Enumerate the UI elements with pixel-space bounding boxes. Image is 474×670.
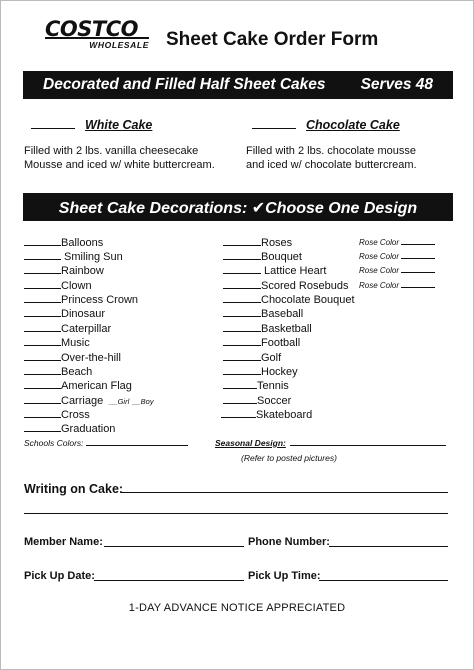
seasonal-design-note: (Refer to posted pictures) bbox=[241, 453, 337, 463]
design-option-baseball[interactable] bbox=[223, 307, 303, 321]
design-option-american-flag[interactable] bbox=[24, 379, 132, 393]
design-option-golf[interactable] bbox=[223, 351, 281, 365]
design-option-scored-rosebuds[interactable] bbox=[223, 279, 348, 293]
design-checkline[interactable] bbox=[24, 394, 61, 404]
design-checkline[interactable] bbox=[223, 394, 257, 404]
design-label: Beach bbox=[61, 366, 93, 378]
design-label: Lattice Heart bbox=[261, 265, 327, 277]
chocolate-cake-desc-line2: and iced w/ chocolate buttercream. bbox=[246, 158, 417, 171]
phone-number-label: Phone Number: bbox=[248, 536, 330, 548]
member-name-label: Member Name: bbox=[24, 536, 103, 548]
pickup-date-line[interactable] bbox=[94, 580, 244, 581]
design-option-smiling-sun[interactable] bbox=[24, 250, 123, 264]
rose-color-line[interactable] bbox=[401, 237, 435, 245]
design-option-over-the-hill[interactable] bbox=[24, 351, 121, 365]
design-checkline[interactable] bbox=[24, 279, 61, 289]
design-label: Hockey bbox=[261, 366, 298, 378]
design-checkline[interactable] bbox=[223, 336, 261, 346]
design-checkline[interactable] bbox=[223, 250, 261, 260]
member-name-line[interactable] bbox=[104, 546, 244, 547]
design-label: Chocolate Bouquet bbox=[261, 294, 355, 306]
design-checkline[interactable] bbox=[223, 379, 257, 389]
white-cake-checkline[interactable] bbox=[31, 128, 75, 129]
seasonal-design-field[interactable] bbox=[215, 438, 446, 448]
design-option-roses[interactable] bbox=[223, 236, 292, 250]
rose-color-field-bouquet[interactable] bbox=[359, 251, 435, 263]
design-label: Over-the-hill bbox=[61, 352, 121, 364]
chocolate-cake-description bbox=[246, 145, 461, 172]
design-checkline[interactable] bbox=[223, 293, 261, 303]
design-label: Dinosaur bbox=[61, 308, 106, 320]
pickup-date-label: Pick Up Date: bbox=[24, 570, 95, 582]
design-checkline[interactable] bbox=[223, 236, 261, 246]
design-checkline[interactable] bbox=[24, 307, 61, 317]
writing-on-cake-line2[interactable] bbox=[24, 513, 448, 514]
phone-number-line[interactable] bbox=[329, 546, 448, 547]
decorations-banner bbox=[23, 193, 453, 221]
design-option-bouquet[interactable] bbox=[223, 250, 302, 264]
logo-sub-text: WHOLESALE bbox=[45, 37, 149, 50]
design-label: Princess Crown bbox=[61, 294, 139, 306]
design-option-tennis[interactable] bbox=[223, 379, 289, 393]
design-option-princess-crown[interactable] bbox=[24, 293, 138, 307]
rose-color-line[interactable] bbox=[401, 265, 435, 273]
design-label: Football bbox=[261, 337, 301, 349]
rose-color-field-roses[interactable] bbox=[359, 237, 435, 249]
design-label: American Flag bbox=[61, 380, 132, 392]
design-option-soccer[interactable] bbox=[223, 394, 291, 408]
banner-serves-text: Serves 48 bbox=[360, 76, 433, 93]
chocolate-cake-label: Chocolate Cake bbox=[306, 118, 400, 132]
design-option-balloons[interactable] bbox=[24, 236, 103, 250]
design-label: Music bbox=[61, 337, 90, 349]
schools-colors-label: Schools Colors: bbox=[24, 438, 84, 448]
writing-on-cake-line1[interactable] bbox=[121, 492, 448, 493]
rose-color-line[interactable] bbox=[401, 251, 435, 259]
design-option-clown[interactable] bbox=[24, 279, 92, 293]
rose-color-line[interactable] bbox=[401, 280, 435, 288]
design-checkline[interactable] bbox=[24, 322, 61, 332]
schools-colors-field[interactable] bbox=[24, 438, 188, 448]
rose-color-field-lattice-heart[interactable] bbox=[359, 265, 435, 277]
design-checkline[interactable] bbox=[24, 408, 61, 418]
design-label: Baseball bbox=[261, 308, 304, 320]
design-label: Caterpillar bbox=[61, 323, 112, 335]
design-checkline[interactable] bbox=[223, 264, 261, 274]
design-option-skateboard[interactable] bbox=[221, 408, 312, 422]
design-label: Tennis bbox=[257, 380, 289, 392]
rose-color-label: Rose Color bbox=[359, 266, 400, 275]
design-checkline[interactable] bbox=[24, 336, 61, 346]
design-option-graduation[interactable] bbox=[24, 422, 115, 436]
design-checkline[interactable] bbox=[24, 351, 61, 361]
schools-colors-line[interactable] bbox=[86, 438, 188, 446]
design-option-music[interactable] bbox=[24, 336, 90, 350]
design-label: Golf bbox=[261, 352, 282, 364]
design-label: Graduation bbox=[61, 423, 116, 435]
design-checkline[interactable] bbox=[223, 279, 261, 289]
design-option-rainbow[interactable] bbox=[24, 264, 104, 278]
design-option-chocolate-bouquet[interactable] bbox=[223, 293, 355, 307]
pickup-time-label: Pick Up Time: bbox=[248, 570, 321, 582]
design-label: Carriage bbox=[61, 395, 104, 407]
design-label: Basketball bbox=[261, 323, 312, 335]
seasonal-design-line[interactable] bbox=[290, 438, 446, 446]
banner-cake-type-text: Decorated and Filled Half Sheet Cakes bbox=[43, 76, 326, 93]
decorations-banner-text: Sheet Cake Decorations: ✔Choose One Design bbox=[58, 200, 418, 217]
design-option-carriage[interactable] bbox=[24, 394, 154, 408]
costco-logo bbox=[45, 19, 149, 49]
rose-color-label: Rose Color bbox=[359, 281, 400, 290]
design-option-caterpillar[interactable] bbox=[24, 322, 111, 336]
design-checkline[interactable] bbox=[24, 365, 61, 375]
design-option-basketball[interactable] bbox=[223, 322, 312, 336]
advance-notice: 1-DAY ADVANCE NOTICE APPRECIATED bbox=[128, 602, 346, 614]
design-checkline[interactable] bbox=[24, 293, 61, 303]
design-label: Scored Rosebuds bbox=[261, 280, 349, 292]
cake-type-banner bbox=[23, 71, 453, 99]
design-checkline[interactable] bbox=[24, 422, 61, 432]
design-label: Soccer bbox=[257, 395, 292, 407]
white-cake-label: White Cake bbox=[85, 118, 153, 132]
white-cake-description bbox=[24, 145, 239, 172]
pickup-time-line[interactable] bbox=[319, 580, 448, 581]
design-checkline[interactable] bbox=[223, 307, 261, 317]
design-checkline[interactable] bbox=[24, 250, 61, 260]
design-label: Cross bbox=[61, 409, 90, 421]
design-checkline[interactable] bbox=[223, 351, 261, 361]
design-option-cross[interactable] bbox=[24, 408, 90, 422]
design-option-beach[interactable] bbox=[24, 365, 92, 379]
design-label: Clown bbox=[61, 280, 92, 292]
design-label: Smiling Sun bbox=[61, 251, 123, 263]
design-option-lattice-heart[interactable] bbox=[223, 264, 326, 278]
seasonal-design-label: Seasonal Design: bbox=[215, 438, 286, 448]
design-option-hockey[interactable] bbox=[223, 365, 298, 379]
design-checkline[interactable] bbox=[223, 365, 261, 375]
design-option-dinosaur[interactable] bbox=[24, 307, 105, 321]
logo-main-text: COSTCO bbox=[45, 17, 138, 41]
chocolate-cake-option[interactable] bbox=[252, 118, 400, 132]
design-checkline[interactable] bbox=[24, 236, 61, 246]
writing-on-cake-label: Writing on Cake: bbox=[24, 482, 124, 496]
rose-color-label: Rose Color bbox=[359, 238, 400, 247]
rose-color-field-scored-rosebuds[interactable] bbox=[359, 280, 435, 292]
design-label: Roses bbox=[261, 237, 293, 249]
carriage-girl-option[interactable]: __Girl bbox=[109, 397, 130, 406]
chocolate-cake-desc-line1: Filled with 2 lbs. chocolate mousse bbox=[246, 145, 416, 157]
design-label: Rainbow bbox=[61, 265, 104, 277]
carriage-boy-option[interactable]: __Boy bbox=[132, 397, 154, 406]
design-checkline[interactable] bbox=[24, 264, 61, 274]
design-checkline[interactable] bbox=[221, 408, 256, 418]
design-checkline[interactable] bbox=[24, 379, 61, 389]
white-cake-desc-line2: Mousse and iced w/ white buttercream. bbox=[24, 158, 215, 171]
design-option-football[interactable] bbox=[223, 336, 300, 350]
design-label: Bouquet bbox=[261, 251, 302, 263]
form-title: Sheet Cake Order Form bbox=[166, 29, 379, 50]
design-label: Balloons bbox=[61, 237, 104, 249]
rose-color-label: Rose Color bbox=[359, 252, 400, 261]
chocolate-cake-checkline[interactable] bbox=[252, 128, 296, 129]
design-checkline[interactable] bbox=[223, 322, 261, 332]
white-cake-option[interactable] bbox=[31, 118, 152, 132]
design-label: Skateboard bbox=[256, 409, 313, 421]
white-cake-desc-line1: Filled with 2 lbs. vanilla cheesecake bbox=[24, 145, 199, 157]
